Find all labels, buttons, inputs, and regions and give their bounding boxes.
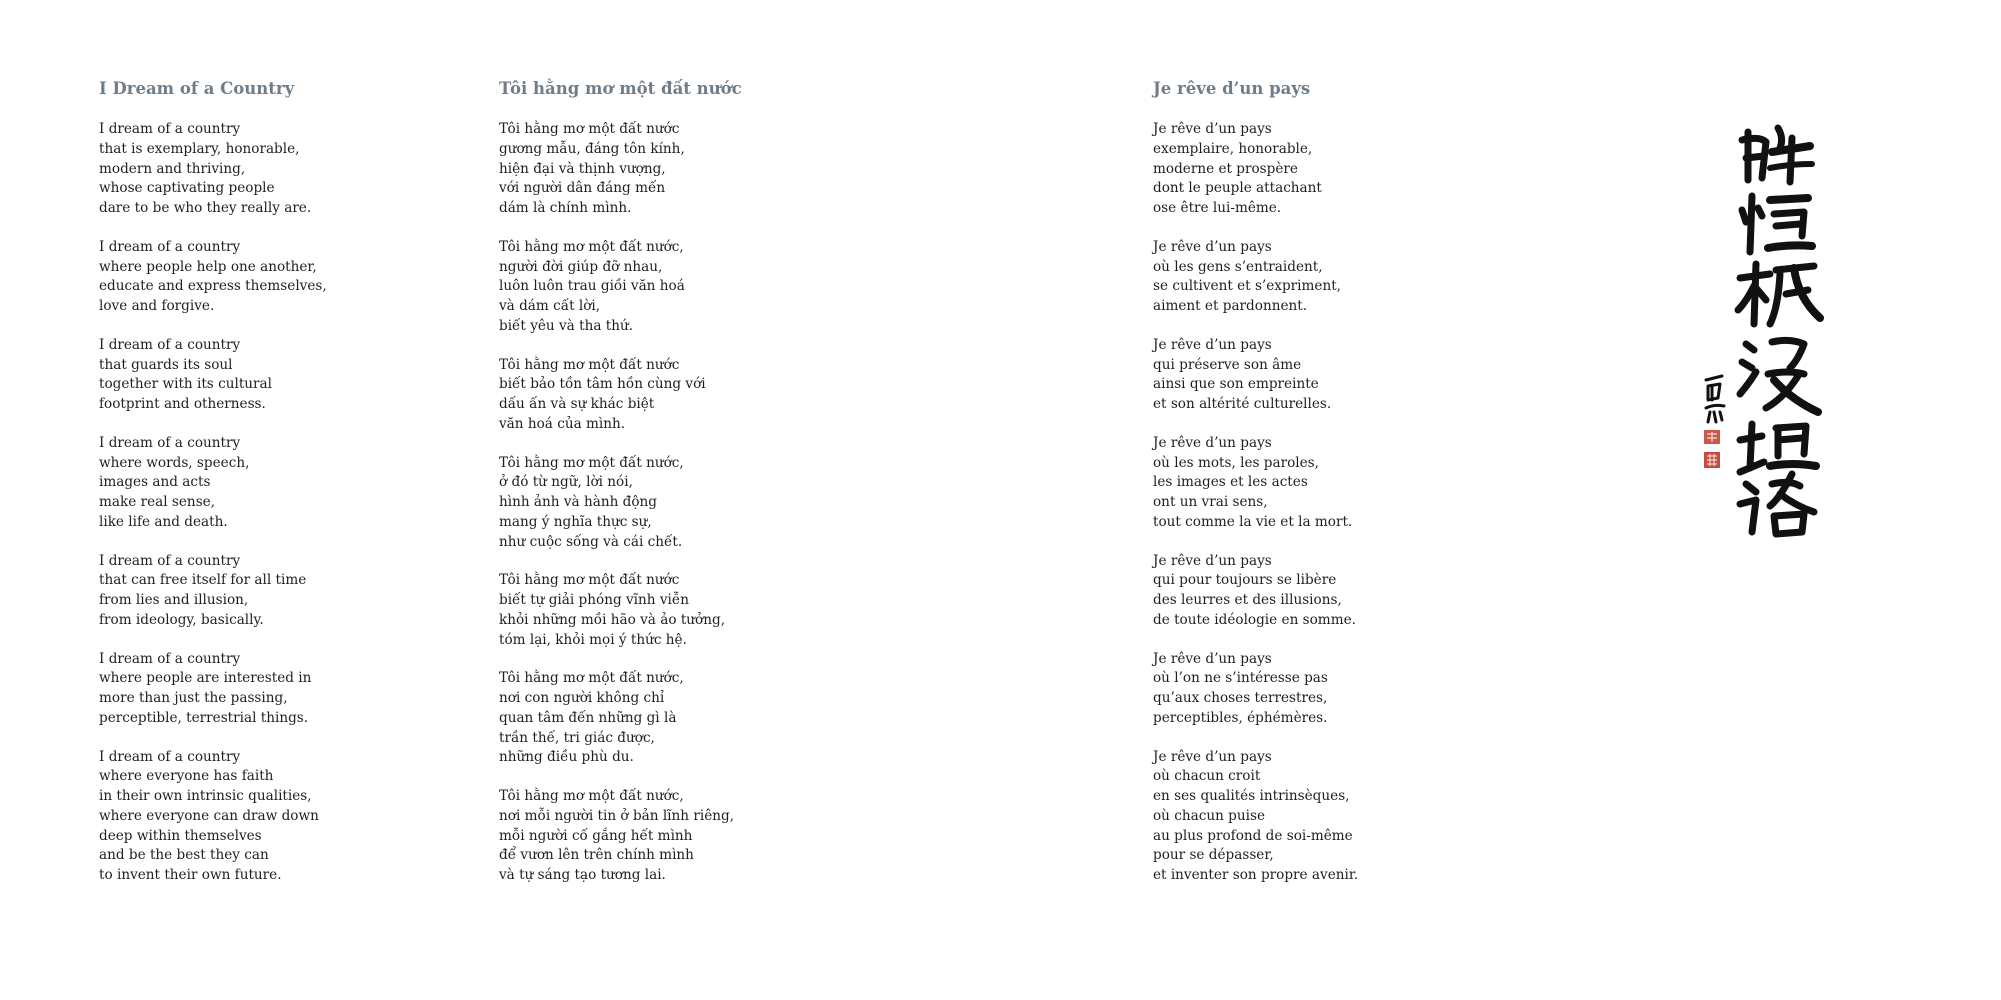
poem-line: ose être lui-même. (1153, 200, 1282, 216)
poem-line: Je rêve d’un pays (1153, 552, 1272, 569)
poem-line: pour se dépasser, (1153, 847, 1274, 864)
calligraphy-artwork (1700, 118, 1850, 538)
poem-line: gương mẫu, đáng tôn kính, (499, 140, 685, 157)
stanza (499, 787, 742, 886)
poem-line: and be the best they can (99, 847, 269, 864)
poem-line: mỗi người cố gắng hết mình (499, 827, 693, 844)
poem-french (1153, 78, 1358, 905)
poem-vietnamese (499, 78, 742, 905)
poem-line: like life and death. (99, 513, 228, 530)
stanza (1153, 650, 1358, 729)
poem-english (99, 78, 327, 905)
poem-line: hiện đại và thịnh vượng, (499, 160, 666, 177)
poem-line: aiment et pardonnent. (1153, 298, 1308, 314)
stanza (99, 748, 327, 886)
poem-line: và dám cất lời, (499, 298, 601, 314)
poem-line: hình ảnh và hành động (499, 494, 658, 510)
poem-line: modern and thriving, (99, 160, 246, 177)
stanza (499, 571, 742, 650)
poem-line: où l’on ne s’intéresse pas (1153, 670, 1328, 687)
poem-line: I dream of a country (99, 650, 241, 667)
poem-line: nơi mỗi người tin ở bản lĩnh riêng, (499, 807, 735, 824)
poem-line: với người dân đáng mến (499, 180, 666, 197)
poem-line: dám là chính mình. (499, 200, 632, 216)
poem-line: dấu ấn và sự khác biệt (499, 396, 655, 412)
stanza (499, 669, 742, 768)
poem-line: văn hoá của mình. (499, 415, 626, 432)
poem-line: dare to be who they really are. (99, 200, 312, 216)
poem-line: khỏi những mồi hão và ảo tưởng, (499, 611, 726, 628)
poem-line: où chacun puise (1153, 807, 1266, 824)
poem-line: Je rêve d’un pays (1153, 434, 1272, 451)
poem-line: make real sense, (99, 494, 216, 510)
poem-line: Je rêve d’un pays (1153, 238, 1272, 255)
poem-title: Tôi hằng mơ một đất nước (499, 79, 742, 98)
poem-line: that is exemplary, honorable, (99, 140, 300, 157)
poem-line: en ses qualités intrinsèques, (1153, 788, 1350, 804)
poem-line: qui pour toujours se libère (1153, 572, 1337, 589)
stanza (99, 120, 327, 219)
stanza (99, 336, 327, 415)
signature-glyph (1706, 376, 1724, 422)
poem-line: that guards its soul (99, 356, 233, 373)
poem-line: luôn luôn trau giồi văn hoá (499, 278, 685, 295)
poem-line: trần thế, tri giác được, (499, 729, 655, 746)
poem-line: where everyone has faith (99, 768, 274, 785)
poem-line: de toute idéologie en somme. (1153, 611, 1356, 628)
stanza (99, 238, 327, 317)
poem-line: that can free itself for all time (99, 572, 307, 589)
poem-line: Je rêve d’un pays (1153, 121, 1272, 137)
poem-line: I dream of a country (99, 552, 241, 569)
poem-line: des leurres et des illusions, (1153, 592, 1342, 608)
poem-line: et inventer son propre avenir. (1153, 867, 1359, 883)
stanza (1153, 748, 1358, 886)
poem-line: I dream of a country (99, 434, 241, 451)
poem-line: moderne et prospère (1153, 160, 1298, 177)
poem-line: tout comme la vie et la mort. (1153, 513, 1353, 530)
poem-line: whose captivating people (99, 180, 275, 197)
poem-line: I dream of a country (99, 748, 241, 765)
poem-line: Je rêve d’un pays (1153, 336, 1272, 353)
poem-line: exemplaire, honorable, (1153, 140, 1313, 157)
poem-line: from lies and illusion, (99, 592, 249, 608)
stanza (1153, 552, 1358, 631)
poem-line: footprint and otherness. (99, 396, 266, 412)
poem-line: nơi con người không chỉ (499, 690, 665, 706)
poem-line: người đời giúp đỡ nhau, (499, 258, 663, 275)
poem-line: in their own intrinsic qualities, (99, 788, 312, 804)
stanza (1153, 434, 1358, 533)
poem-line: educate and express themselves, (99, 278, 327, 295)
poem-line: mang ý nghĩa thực sự, (499, 513, 652, 530)
poem-line: où les gens s’entraident, (1153, 258, 1323, 275)
poem-line: to invent their own future. (99, 867, 282, 883)
poem-line: I dream of a country (99, 121, 241, 137)
stanza (499, 238, 742, 337)
poem-line: biết bảo tồn tâm hồn cùng với (499, 376, 706, 393)
stanza (499, 120, 742, 219)
poem-line: Tôi hằng mơ một đất nước (499, 356, 680, 373)
calligraphy-character (1742, 196, 1812, 252)
calligraphy-character (1738, 264, 1820, 324)
poem-line: Je rêve d’un pays (1153, 748, 1272, 765)
poem-line: more than just the passing, (99, 690, 288, 706)
poem-line: I dream of a country (99, 238, 241, 255)
stanza (499, 454, 742, 553)
poem-line: biết yêu và tha thứ. (499, 317, 634, 334)
calligraphy-character (1740, 340, 1818, 412)
poem-line: dont le peuple attachant (1153, 180, 1322, 197)
poem-title: I Dream of a Country (99, 79, 295, 98)
poem-line: Tôi hằng mơ một đất nước, (499, 454, 684, 471)
poem-line: where words, speech, (99, 454, 250, 471)
stanza (1153, 336, 1358, 415)
stanza (499, 356, 742, 435)
poem-line: qui préserve son âme (1153, 356, 1302, 373)
poem-line: where people are interested in (99, 670, 312, 687)
poem-line: và tự sáng tạo tương lai. (499, 867, 666, 883)
poem-line: perceptibles, éphémères. (1153, 709, 1328, 726)
poem-line: images and acts (99, 474, 211, 491)
poem-line: love and forgive. (99, 298, 215, 314)
calligraphy-ink (1706, 128, 1820, 534)
poem-line: deep within themselves (99, 827, 262, 844)
calligraphy-character (1740, 424, 1816, 472)
poem-line: biết tự giải phóng vĩnh viễn (499, 592, 689, 608)
stanza (1153, 238, 1358, 317)
poem-line: Je rêve d’un pays (1153, 650, 1272, 667)
poem-line: qu’aux choses terrestres, (1153, 690, 1328, 706)
poem-title: Je rêve d’un pays (1153, 79, 1311, 98)
poem-line: where people help one another, (99, 258, 317, 275)
poem-line: Tôi hằng mơ một đất nước, (499, 670, 684, 687)
poem-line: tóm lại, khỏi mọi ý thức hệ. (499, 631, 687, 648)
poem-line: les images et les actes (1153, 474, 1308, 491)
poem-line: Tôi hằng mơ một đất nước, (499, 788, 684, 804)
stanza (1153, 120, 1358, 219)
calligraphy-character (1742, 128, 1812, 182)
poem-line: Tôi hằng mơ một đất nước (499, 121, 680, 137)
poem-line: où les mots, les paroles, (1153, 454, 1319, 471)
stanza (99, 552, 327, 631)
poem-line: together with its cultural (99, 376, 272, 393)
poem-line: ont un vrai sens, (1153, 494, 1268, 510)
stanza (99, 434, 327, 533)
poem-line: quan tâm đến những gì là (499, 709, 677, 726)
poem-line: I dream of a country (99, 336, 241, 353)
calligraphy-character (1740, 474, 1814, 534)
poem-line: se cultivent et s’expriment, (1153, 278, 1341, 295)
poem-line: như cuộc sống và cái chết. (499, 533, 683, 550)
poem-line: Tôi hằng mơ một đất nước, (499, 238, 684, 255)
poem-line: au plus profond de soi-même (1153, 827, 1353, 844)
poem-line: để vươn lên trên chính mình (499, 847, 694, 864)
poem-line: ainsi que son empreinte (1153, 376, 1319, 393)
poem-line: où chacun croit (1153, 768, 1261, 785)
poem-line: Tôi hằng mơ một đất nước (499, 572, 680, 589)
poem-line: et son altérité culturelles. (1153, 396, 1332, 412)
poem-line: những điều phù du. (499, 749, 634, 766)
stanza (99, 650, 327, 729)
poem-line: perceptible, terrestrial things. (99, 709, 309, 726)
poem-line: ở đó từ ngữ, lời nói, (499, 474, 633, 491)
poem-line: where everyone can draw down (99, 807, 319, 824)
poem-line: from ideology, basically. (99, 611, 264, 628)
